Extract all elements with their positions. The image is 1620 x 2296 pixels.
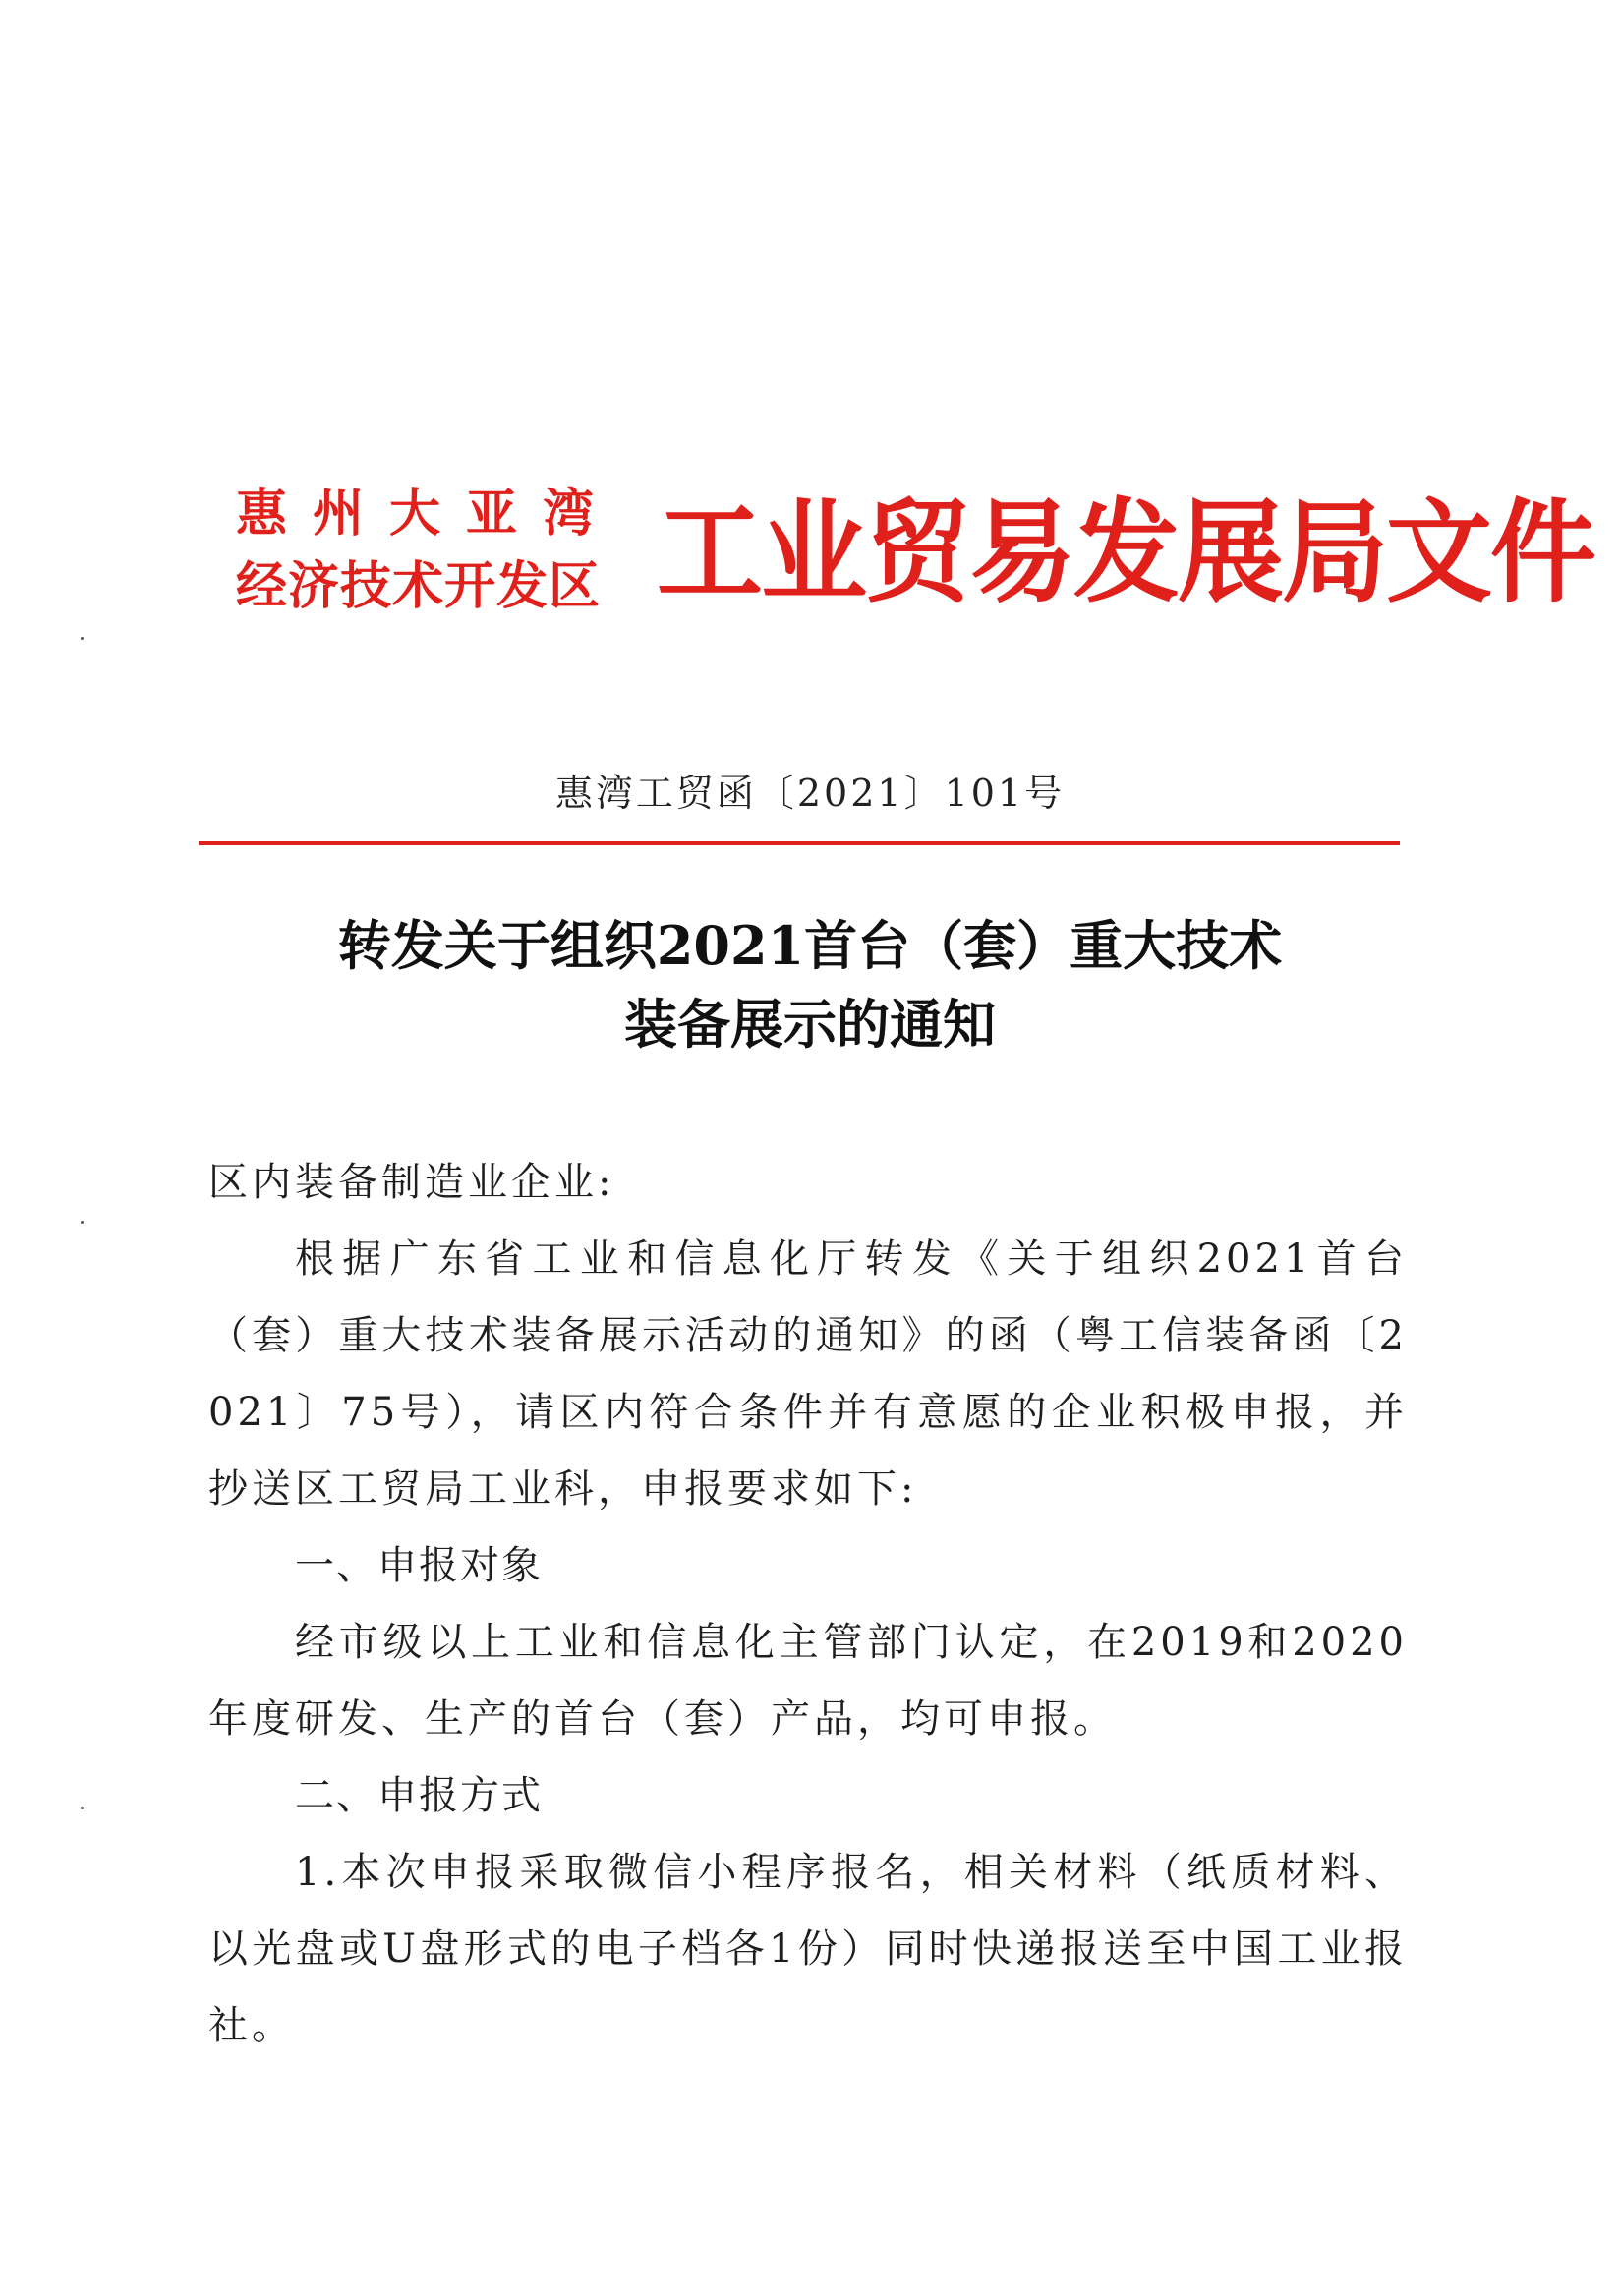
org-name-line-2: 经济技术开发区 [236,557,602,616]
section-2-item-1: 1.本次申报采取微信小程序报名，相关材料（纸质材料、以光盘或U盘形式的电子档各1份）同时快递报送至中国工业报社。 [208,1850,1408,2048]
section-1-text: 经市级以上工业和信息化主管部门认定，在2019和2020年度研发、生产的首台（套）产品，均可申报。 [208,1620,1408,1742]
org-name-main: 工业贸易发展局文件 [657,488,1595,618]
red-divider [199,841,1400,845]
section-2-heading: 二、申报方式 [295,1773,543,1818]
scan-speck [81,1807,84,1809]
org-name-line-1: 惠州大亚湾 [236,485,620,544]
title-line-1: 转发关于组织2021首台（套）重大技术 [337,914,1283,977]
intro-paragraph: 根据广东省工业和信息化厅转发《关于组织2021首台（套）重大技术装备展示活动的通知》的函（粤工信装备函〔2021〕75号），请区内符合条件并有意愿的企业积极申报，并抄送区工贸局工业科，申报要求如下: [208,1236,1408,1512]
salutation: 区内装备制造业企业: [208,1160,615,1205]
document-body [208,1144,1408,2064]
scan-speck [81,1221,84,1224]
document-number: 惠湾工贸函〔2021〕101号 [554,772,1066,815]
section-1-heading: 一、申报对象 [295,1543,543,1588]
scan-speck [81,637,84,640]
document-header [236,477,1595,634]
document-title [0,906,1620,1063]
title-line-2: 装备展示的通知 [624,993,996,1056]
